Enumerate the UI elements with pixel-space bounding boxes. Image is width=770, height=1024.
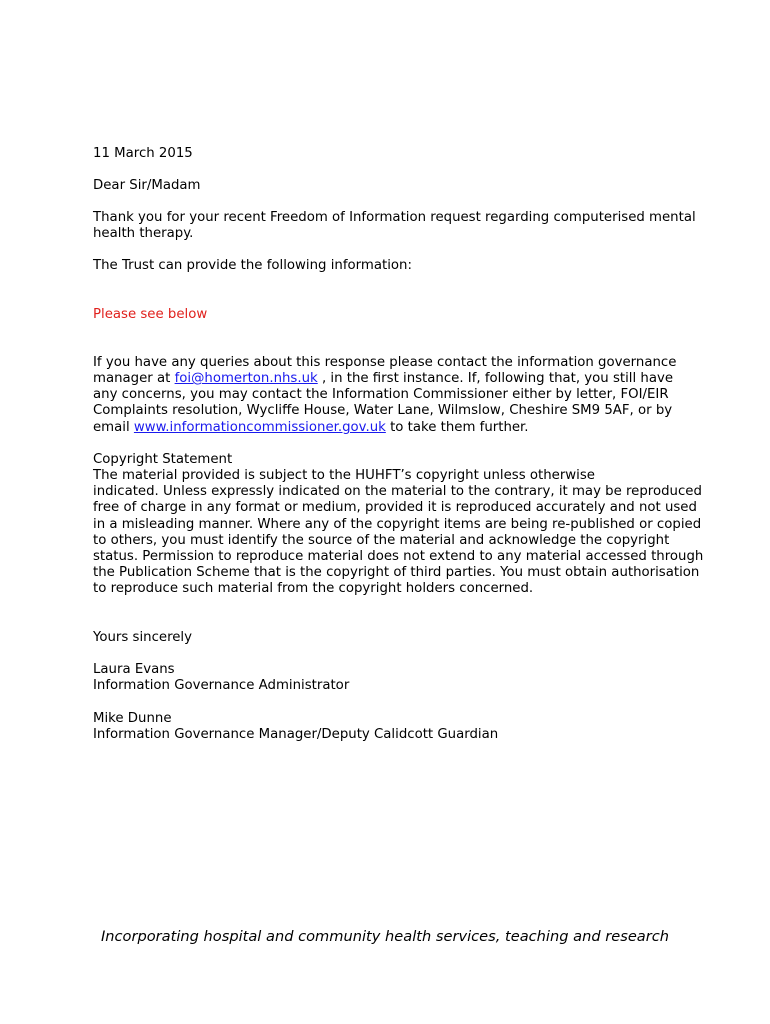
- footer-tagline: Incorporating hospital and community health services, teaching and research: [100, 928, 670, 945]
- copyright-line: in a misleading manner. Where any of the copyright items are being re-published or copied: [93, 517, 702, 532]
- signatory-title: Information Governance Manager/Deputy Calidcott Guardian: [93, 727, 499, 742]
- signatory-name: Mike Dunne: [93, 711, 172, 726]
- intro-line-2: health therapy.: [93, 226, 194, 241]
- queries-line-5-end: to take them further.: [385, 420, 529, 435]
- queries-line-2: [93, 371, 673, 387]
- copyright-line: indicated. Unless expressly indicated on the material to the contrary, it may be reproduced: [93, 484, 702, 499]
- copyright-line: to others, you must identify the source of the material and acknowledge the copyright: [93, 533, 670, 548]
- queries-line-5: [93, 420, 529, 436]
- copyright-line: to reproduce such material from the copyright holders concerned.: [93, 581, 534, 596]
- closing: Yours sincerely: [93, 630, 192, 645]
- salutation: Dear Sir/Madam: [93, 178, 201, 193]
- queries-line-5-start: email: [93, 420, 134, 435]
- copyright-line: the Publication Scheme that is the copyright of third parties. You must obtain authorisation: [93, 565, 700, 580]
- queries-line-1: If you have any queries about this response please contact the information governance: [93, 355, 677, 370]
- queries-line-2-end: , in the first instance. If, following that, you still have: [317, 371, 674, 386]
- queries-line-4: Complaints resolution, Wycliffe House, Water Lane, Wilmslow, Cheshire SM9 5AF, or by: [93, 403, 673, 418]
- copyright-line: free of charge in any format or medium, provided it is reproduced accurately and not used: [93, 500, 697, 515]
- intro-line-1: Thank you for your recent Freedom of Information request regarding computerised mental: [93, 210, 696, 225]
- foi-email-link[interactable]: foi@homerton.nhs.uk: [174, 371, 318, 386]
- signatory-name: Laura Evans: [93, 662, 175, 677]
- copyright-line: status. Permission to reproduce material does not extend to any material accessed through: [93, 549, 704, 564]
- copyright-heading: Copyright Statement: [93, 452, 233, 467]
- signatory-title: Information Governance Administrator: [93, 678, 350, 693]
- copyright-line: The material provided is subject to the HUHFT’s copyright unless otherwise: [93, 468, 595, 483]
- queries-line-2-start: manager at: [93, 371, 175, 386]
- ico-website-link[interactable]: www.informationcommissioner.gov.uk: [133, 420, 386, 435]
- letter-date: 11 March 2015: [93, 146, 193, 161]
- queries-line-3: any concerns, you may contact the Information Commissioner either by letter, FOI/EIR: [93, 387, 669, 402]
- please-see-below: Please see below: [93, 307, 208, 322]
- provide-line: The Trust can provide the following information:: [93, 258, 412, 273]
